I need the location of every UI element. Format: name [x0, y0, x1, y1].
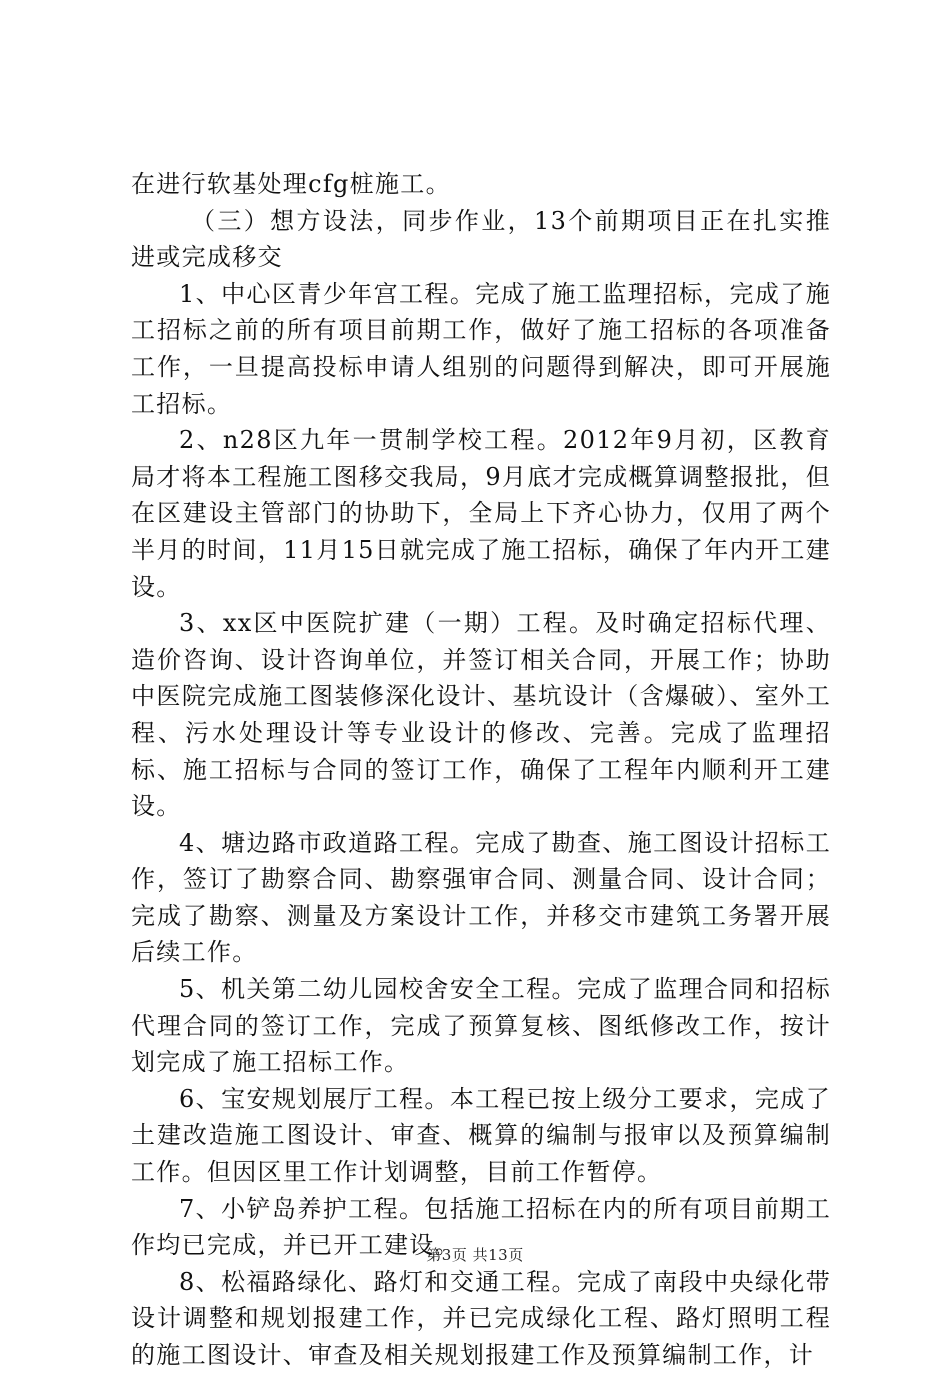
paragraph-item-5: 5、机关第二幼儿园校舍安全工程。完成了监理合同和招标代理合同的签订工作，完成了预算复核、图纸修改工作，按计划完成了施工招标工作。 [131, 975, 831, 1077]
paragraph-item-3: 3、xx区中医院扩建（一期）工程。及时确定招标代理、造价咨询、设计咨询单位，并签订相关合同，开展工作；协助中医院完成施工图装修深化设计、基坑设计（含爆破）、室外工程、污水处理设计等专业设计的修改、完善。完成了监理招标、施工招标与合同的签订工作，确保了工程年内顺利开工建设。 [131, 609, 831, 821]
paragraph-item-4: 4、塘边路市政道路工程。完成了勘查、施工图设计招标工作，签订了勘察合同、勘察强审合同、测量合同、设计合同；完成了勘察、测量及方案设计工作，并移交市建筑工务署开展后续工作。 [131, 828, 831, 967]
paragraph-item-1: 1、中心区青少年宫工程。完成了施工监理招标，完成了施工招标之前的所有项目前期工作，做好了施工招标的各项准备工作，一旦提高投标申请人组别的问题得到解决，即可开展施工招标。 [131, 279, 831, 418]
paragraph-continuation: 在进行软基处理cfg桩施工。 [131, 170, 451, 198]
page-number-footer: 第3页 共13页 [426, 1246, 524, 1264]
section-heading-3: （三）想方设法，同步作业，13个前期项目正在扎实推进或完成移交 [131, 206, 831, 272]
document-body [131, 166, 831, 1374]
paragraph-item-6: 6、宝安规划展厅工程。本工程已按上级分工要求，完成了土建改造施工图设计、审查、概算的编制与报审以及预算编制工作。但因区里工作计划调整，目前工作暂停。 [131, 1084, 831, 1187]
paragraph-item-7: 7、小铲岛养护工程。包括施工招标在内的所有项目前期工作均已完成，并已开工建设。 [131, 1194, 831, 1260]
paragraph-item-8: 8、松福路绿化、路灯和交通工程。完成了南段中央绿化带设计调整和规划报建工作，并已完成绿化工程、路灯照明工程的施工图设计、审查及相关规划报建工作及预算编制工作，计 [131, 1267, 831, 1369]
paragraph-item-2: 2、n28区九年一贯制学校工程。2012年9月初，区教育局才将本工程施工图移交我局，9月底才完成概算调整报批，但在区建设主管部门的协助下，全局上下齐心协力，仅用了两个半月的时间，11月15日就完成了施工招标，确保了年内开工建设。 [131, 426, 831, 601]
